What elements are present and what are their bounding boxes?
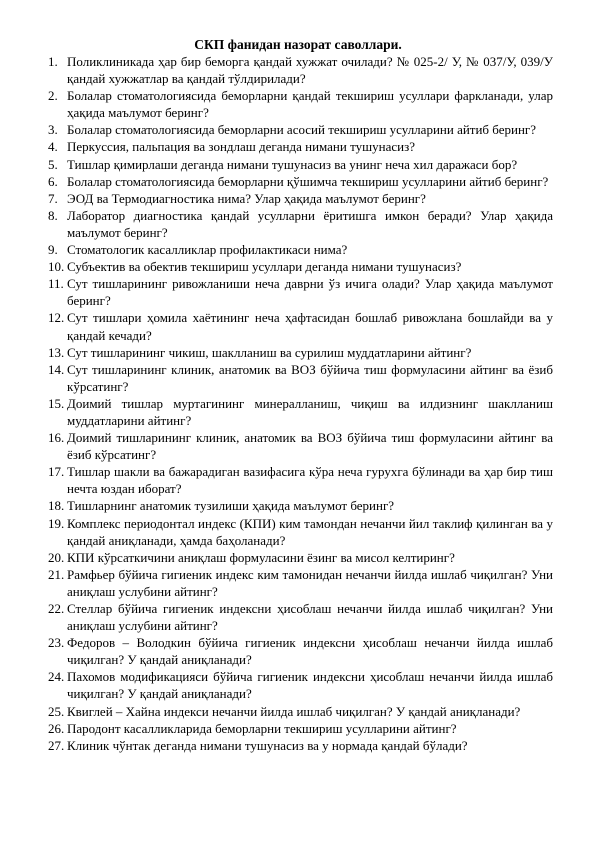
question-item <box>44 463 553 497</box>
question-item <box>44 429 553 463</box>
question-text: Рамфьер бўйича гигиеник индекс ким тамонидан нечанчи йилда ишлаб чиқилган? Уни аниқлаш услубини айтинг? <box>67 566 553 599</box>
question-text: Сут тишларининг чикиш, шаклланиш ва сурилиш муддатларини айтинг? <box>67 344 472 360</box>
question-item <box>44 309 553 343</box>
question-item <box>44 53 553 87</box>
question-text: Доимий тишларининг клиник, анатомик ва ВОЗ бўйича тиш формуласини айтинг ва ёзиб кўрсатинг? <box>67 430 553 463</box>
question-item <box>44 703 553 720</box>
question-text: Пахомов модификацияси бўйича гигиеник индексни ҳисоблаш нечанчи йилда ишлаб чиқилган? У қандай аниқланади? <box>67 669 553 702</box>
question-number: 23. <box>48 635 65 651</box>
question-item <box>44 241 553 258</box>
question-number: 8. <box>48 207 58 223</box>
question-number: 4. <box>48 139 58 155</box>
question-number: 5. <box>48 156 58 172</box>
question-text: Тишларнинг анатомик тузилиши ҳақида маълумот беринг? <box>67 498 395 514</box>
question-item <box>44 634 553 668</box>
question-item <box>44 668 553 702</box>
question-item <box>44 497 553 514</box>
question-number: 22. <box>48 601 65 616</box>
question-item <box>44 138 553 155</box>
question-list <box>44 53 553 754</box>
question-text: Комплекс периодонтал индекс (КПИ) ким тамондан нечанчи йил таклиф қилинган ва у қандай аниқланади, ҳамда баҳоланади? <box>67 515 553 548</box>
question-text: Сут тишларининг клиник, анатомик ва ВОЗ бўйича тиш формуласини айтинг ва ёзиб кўрсатинг? <box>67 361 553 394</box>
question-item <box>44 121 553 138</box>
question-number: 16. <box>48 430 65 446</box>
question-text: ЭОД ва Термодиагностика нима? Улар ҳақида маълумот беринг? <box>67 190 426 206</box>
question-number: 17. <box>48 464 65 480</box>
question-text: Перкуссия, пальпация ва зондлаш деганда нимани тушунасиз? <box>67 139 415 155</box>
question-text: Сут тишларининг ривожланиши неча даврни ўз ичига олади? Улар ҳақида маълумот беринг? <box>67 276 553 309</box>
question-number: 19. <box>48 515 65 531</box>
question-item <box>44 515 553 549</box>
question-text: Болалар стоматологиясида беморларни асосий текшириш усулларини айтиб беринг? <box>67 122 537 138</box>
question-number: 15. <box>48 395 65 411</box>
question-number: 7. <box>48 190 58 206</box>
question-text: Клиник чўнтак деганда нимани тушунасиз ва у нормада қандай бўлади? <box>67 737 468 753</box>
question-number: 3. <box>48 122 58 138</box>
question-item <box>44 395 553 429</box>
question-item <box>44 361 553 395</box>
question-number: 27. <box>48 737 65 753</box>
question-number: 12. <box>48 310 65 326</box>
question-text: Болалар стоматологиясида беморларни қўшимча текшириш усулларини айтиб беринг? <box>67 173 549 189</box>
question-item <box>44 87 553 121</box>
question-text: Федоров – Володкин бўйича гигиеник индексни ҳисоблаш нечанчи йилда ишлаб чиқилган? У қандай аниқланади? <box>67 635 553 668</box>
question-text: Тишлар шакли ва бажарадиган вазифасига кўра неча гурухга бўлинади ва ҳар бир тиш нечта юздан иборат? <box>67 464 553 497</box>
question-number: 6. <box>48 173 58 189</box>
question-text: Доимий тишлар муртагининг минералланиш, чиқиш ва илдизнинг шаклланиш муддатларини айтинг? <box>67 395 553 428</box>
question-number: 9. <box>48 242 58 258</box>
question-item <box>44 344 553 361</box>
question-text: Лаборатор диагностика қандай усулларни ёритишга имкон беради? Улар ҳақида маълумот беринг? <box>67 207 553 240</box>
question-text: Поликлиникада ҳар бир беморга қандай хужжат очилади? № 025-2/ У, № 037/У, 039/У қандай хужжатлар ва қандай тўлдирилади? <box>67 54 553 87</box>
question-number: 10. <box>48 259 65 275</box>
question-number: 24. <box>48 669 65 685</box>
question-text: Болалар стоматологиясида беморларни қандай текшириш усуллари фаркланади, улар ҳақида маълумот беринг? <box>67 88 553 121</box>
question-text: Стеллар бўйича гигиеник индексни ҳисоблаш нечанчи йилда ишлаб чиқилган? Уни аниқлаш услубини айтинг? <box>67 601 553 634</box>
question-number: 21. <box>48 566 65 582</box>
question-item <box>44 549 553 566</box>
question-number: 25. <box>48 703 65 719</box>
question-number: 20. <box>48 549 65 565</box>
question-item <box>44 737 553 754</box>
question-text: Пародонт касалликларида беморларни текшириш усулларини айтинг? <box>67 720 457 736</box>
question-number: 1. <box>48 54 58 69</box>
question-item <box>44 156 553 173</box>
question-number: 11. <box>48 276 64 292</box>
question-text: Стоматологик касалликлар профилактикаси нима? <box>67 242 348 258</box>
question-number: 2. <box>48 88 58 104</box>
question-number: 26. <box>48 720 65 736</box>
question-text: Тишлар қимирлаши деганда нимани тушунасиз ва унинг неча хил даражаси бор? <box>67 156 518 172</box>
question-text: Субъектив ва обектив текшириш усуллари деганда нимани тушунасиз? <box>67 259 462 275</box>
question-item <box>44 258 553 275</box>
question-item <box>44 173 553 190</box>
question-item <box>44 600 553 634</box>
question-item <box>44 566 553 600</box>
question-item <box>44 275 553 309</box>
question-number: 18. <box>48 498 65 514</box>
page-title: СКП фанидан назорат саволлари. <box>194 37 402 52</box>
question-text: КПИ кўрсаткичини аниқлаш формуласини ёзинг ва мисол келтиринг? <box>67 549 455 565</box>
question-item <box>44 207 553 241</box>
question-item <box>44 190 553 207</box>
question-number: 14. <box>48 361 65 377</box>
question-text: Квиглей – Хайна индекси нечанчи йилда ишлаб чиқилган? У қандай аниқланади? <box>67 703 521 719</box>
question-text: Сут тишлари ҳомила хаётининг неча ҳафтасидан бошлаб ривожлана бошлайди ва у қандай кечади? <box>67 310 553 343</box>
question-number: 13. <box>48 344 65 360</box>
question-item <box>44 720 553 737</box>
